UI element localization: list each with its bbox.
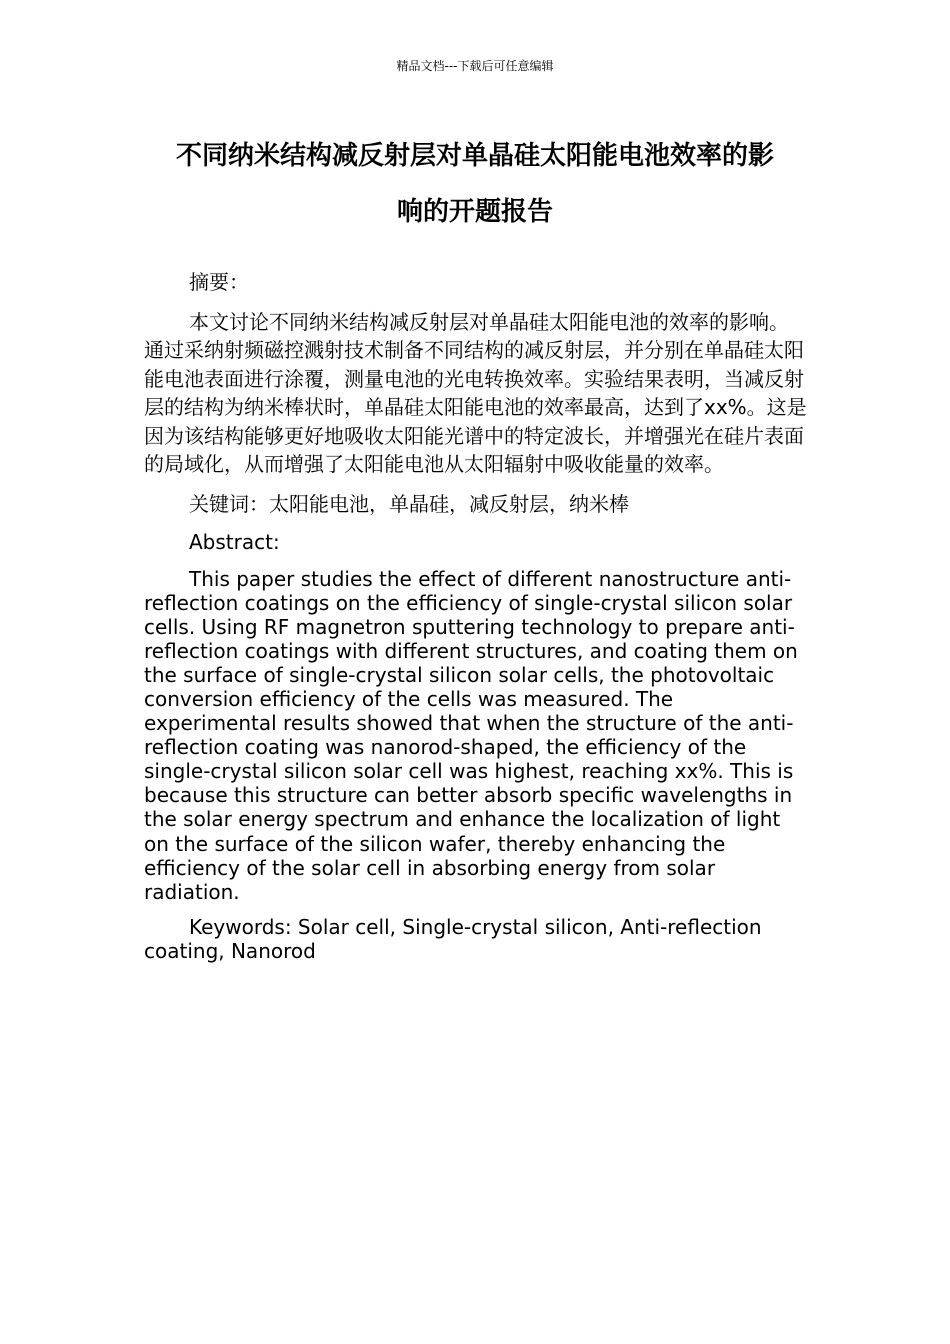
abstract-en-body: This paper studies the effect of different nanostructure anti-reflection coatings on the efficiency of single-crystal silicon solar cells. Using RF magnetron sputtering technology to prepare anti-reflection coatings with different structures, and coating them on the surface of single-crystal silicon solar cells, the photovoltaic conversion efficiency of the cells was measured. The experimental results showed that when the structure of the anti-reflection coating was nanorod-shaped, the efficiency of the single-crystal silicon solar cell was highest, reaching xx%. This is because this structure can better absorb specific wavelengths in the solar energy spectrum and enhance the localization of light on the surface of the silicon wafer, thereby enhancing the efficiency of the solar cell in absorbing energy from solar radiation. — [144, 566, 798, 904]
abstract-en-heading: Abstract: — [189, 530, 280, 554]
page-header: 精品文档---下载后可任意编辑 — [396, 59, 554, 73]
keywords-en: Keywords: Solar cell, Single-crystal silicon, Anti-reflection coating, Nanorod — [144, 914, 762, 963]
document-body — [144, 268, 808, 963]
document-title — [120, 128, 830, 240]
keywords-zh: 关键词：太阳能电池，单晶硅，减反射层，纳米棒 — [189, 491, 629, 516]
title-line-1: 不同纳米结构减反射层对单晶硅太阳能电池效率的影 — [175, 141, 774, 171]
abstract-zh-body: 本文讨论不同纳米结构减反射层对单晶硅太阳能电池的效率的影响。通过采纳射频磁控溅射技术制备不同结构的减反射层，并分别在单晶硅太阳能电池表面进行涂覆，测量电池的光电转换效率。实验结果表明，当减反射层的结构为纳米棒状时，单晶硅太阳能电池的效率最高，达到了xx%。这是因为该结构能够更好地吸收太阳能光谱中的特定波长，并增强光在硅片表面的局域化，从而增强了太阳能电池从太阳辐射中吸收能量的效率。 — [144, 309, 807, 476]
title-line-2: 响的开题报告 — [396, 197, 553, 227]
abstract-zh-heading: 摘要： — [189, 270, 249, 294]
